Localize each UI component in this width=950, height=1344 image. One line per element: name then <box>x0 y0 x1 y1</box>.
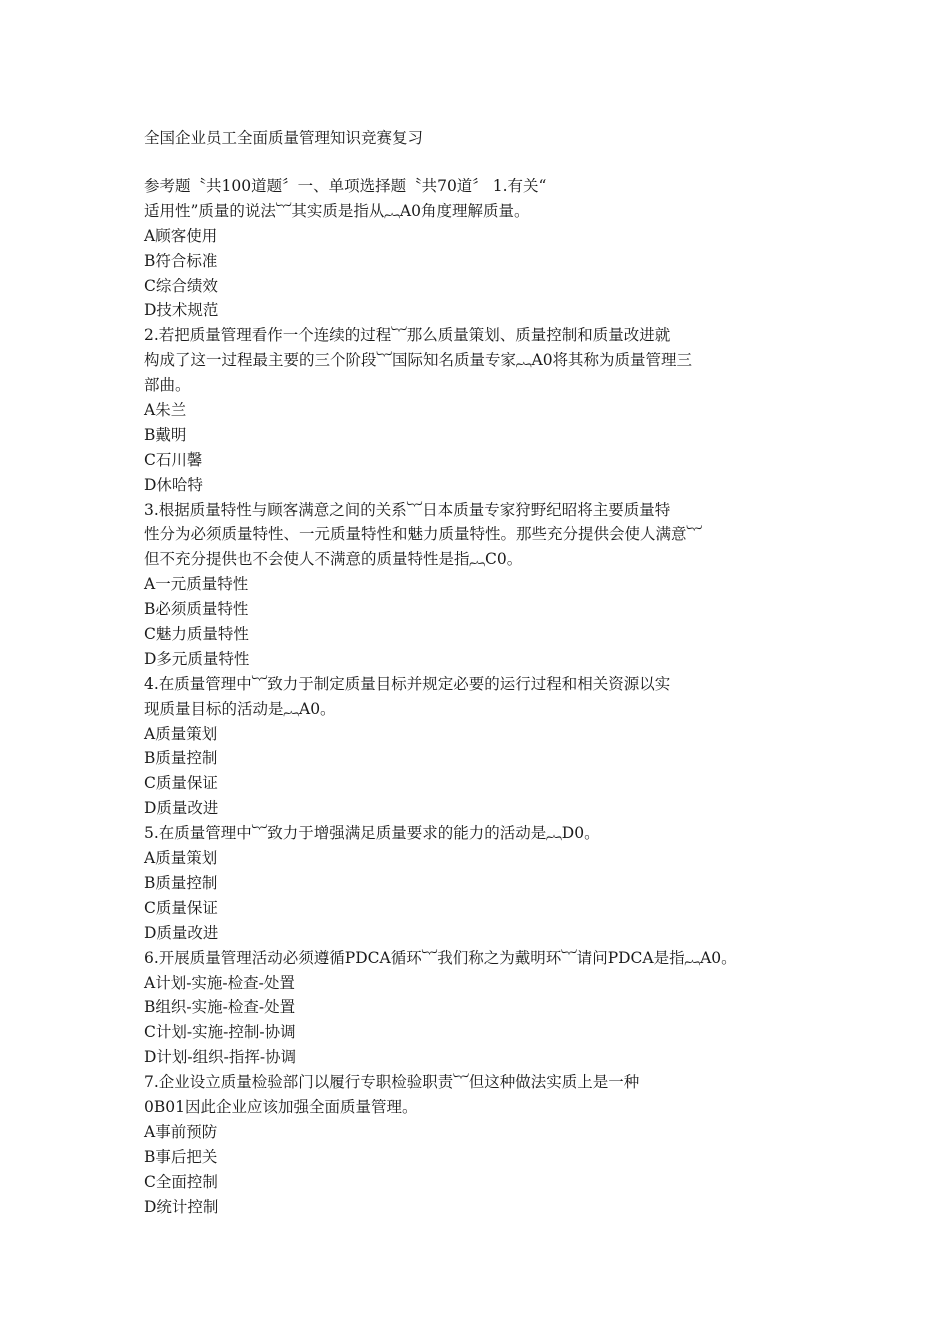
text-line: 性分为必须质量特性、一元质量特性和魅力质量特性。那些充分提供会使人满意︸ <box>144 525 703 544</box>
text-line: A质量策划 <box>144 724 218 743</box>
text-line: B组织-实施-检查-处置 <box>144 998 296 1017</box>
text-line: 但不充分提供也不会使人不满意的质量特性是指︷C0。 <box>144 550 523 569</box>
text-line: C综合绩效 <box>144 276 218 295</box>
text-line: D质量改进 <box>144 799 219 818</box>
text-line: B质量控制 <box>144 749 218 768</box>
text-line: 6.开展质量管理活动必须遵循PDCA循环︸我们称之为戴明环︸请问PDCA是指︷A0。 <box>144 948 737 967</box>
document-title: 全国企业员工全面质量管理知识竞赛复习 <box>144 129 424 147</box>
text-line: B戴明 <box>144 425 187 444</box>
document-body <box>144 174 784 1219</box>
text-line: D质量改进 <box>144 923 219 942</box>
text-line: D多元质量特性 <box>144 649 250 668</box>
text-line: 部曲。 <box>144 376 191 395</box>
text-line: 4.在质量管理中︸致力于制定质量目标并规定必要的运行过程和相关资源以实 <box>144 674 671 693</box>
text-line: C石川馨 <box>144 450 203 469</box>
text-line: 参考题〝共100道题〞一、单项选择题〝共70道〞 1.有关“ <box>144 177 547 195</box>
text-line: D休哈特 <box>144 475 203 494</box>
text-line: 构成了这一过程最主要的三个阶段︸国际知名质量专家︷A0将其称为质量管理三 <box>144 351 693 370</box>
text-line: C质量保证 <box>144 774 218 793</box>
text-line: A事前预防 <box>144 1122 218 1141</box>
text-line: C计划-实施-控制-协调 <box>144 1023 296 1042</box>
text-line: 现质量目标的活动是︷A0。 <box>144 699 336 718</box>
text-line: C质量保证 <box>144 898 218 917</box>
text-line: B质量控制 <box>144 873 218 892</box>
text-line: B事后把关 <box>144 1147 218 1166</box>
text-line: B符合标准 <box>144 251 218 270</box>
text-line: C魅力质量特性 <box>144 625 249 644</box>
text-line: 2.若把质量管理看作一个连续的过程︸那么质量策划、质量控制和质量改进就 <box>144 326 671 345</box>
text-line: 0B01因此企业应该加强全面质量管理。 <box>144 1097 418 1116</box>
text-line: D计划-组织-指挥-协调 <box>144 1048 297 1067</box>
text-line: D统计控制 <box>144 1197 219 1216</box>
text-line: A质量策划 <box>144 849 218 868</box>
text-line: D技术规范 <box>144 301 219 320</box>
text-line: B必须质量特性 <box>144 600 249 619</box>
text-line: A顾客使用 <box>144 226 218 245</box>
text-line: A朱兰 <box>144 401 187 420</box>
text-line: 5.在质量管理中︸致力于增强满足质量要求的能力的活动是︷D0。 <box>144 824 600 843</box>
text-line: A计划-实施-检查-处置 <box>144 973 295 992</box>
text-line: C全面控制 <box>144 1172 218 1191</box>
text-line: A一元质量特性 <box>144 575 249 594</box>
text-line: 适用性”质量的说法︸其实质是指从︷A0角度理解质量。 <box>144 201 530 220</box>
text-line: 3.根据质量特性与顾客满意之间的关系︸日本质量专家狩野纪昭将主要质量特 <box>144 500 671 519</box>
text-line: 7.企业设立质量检验部门以履行专职检验职责︸但这种做法实质上是一种 <box>144 1073 640 1092</box>
